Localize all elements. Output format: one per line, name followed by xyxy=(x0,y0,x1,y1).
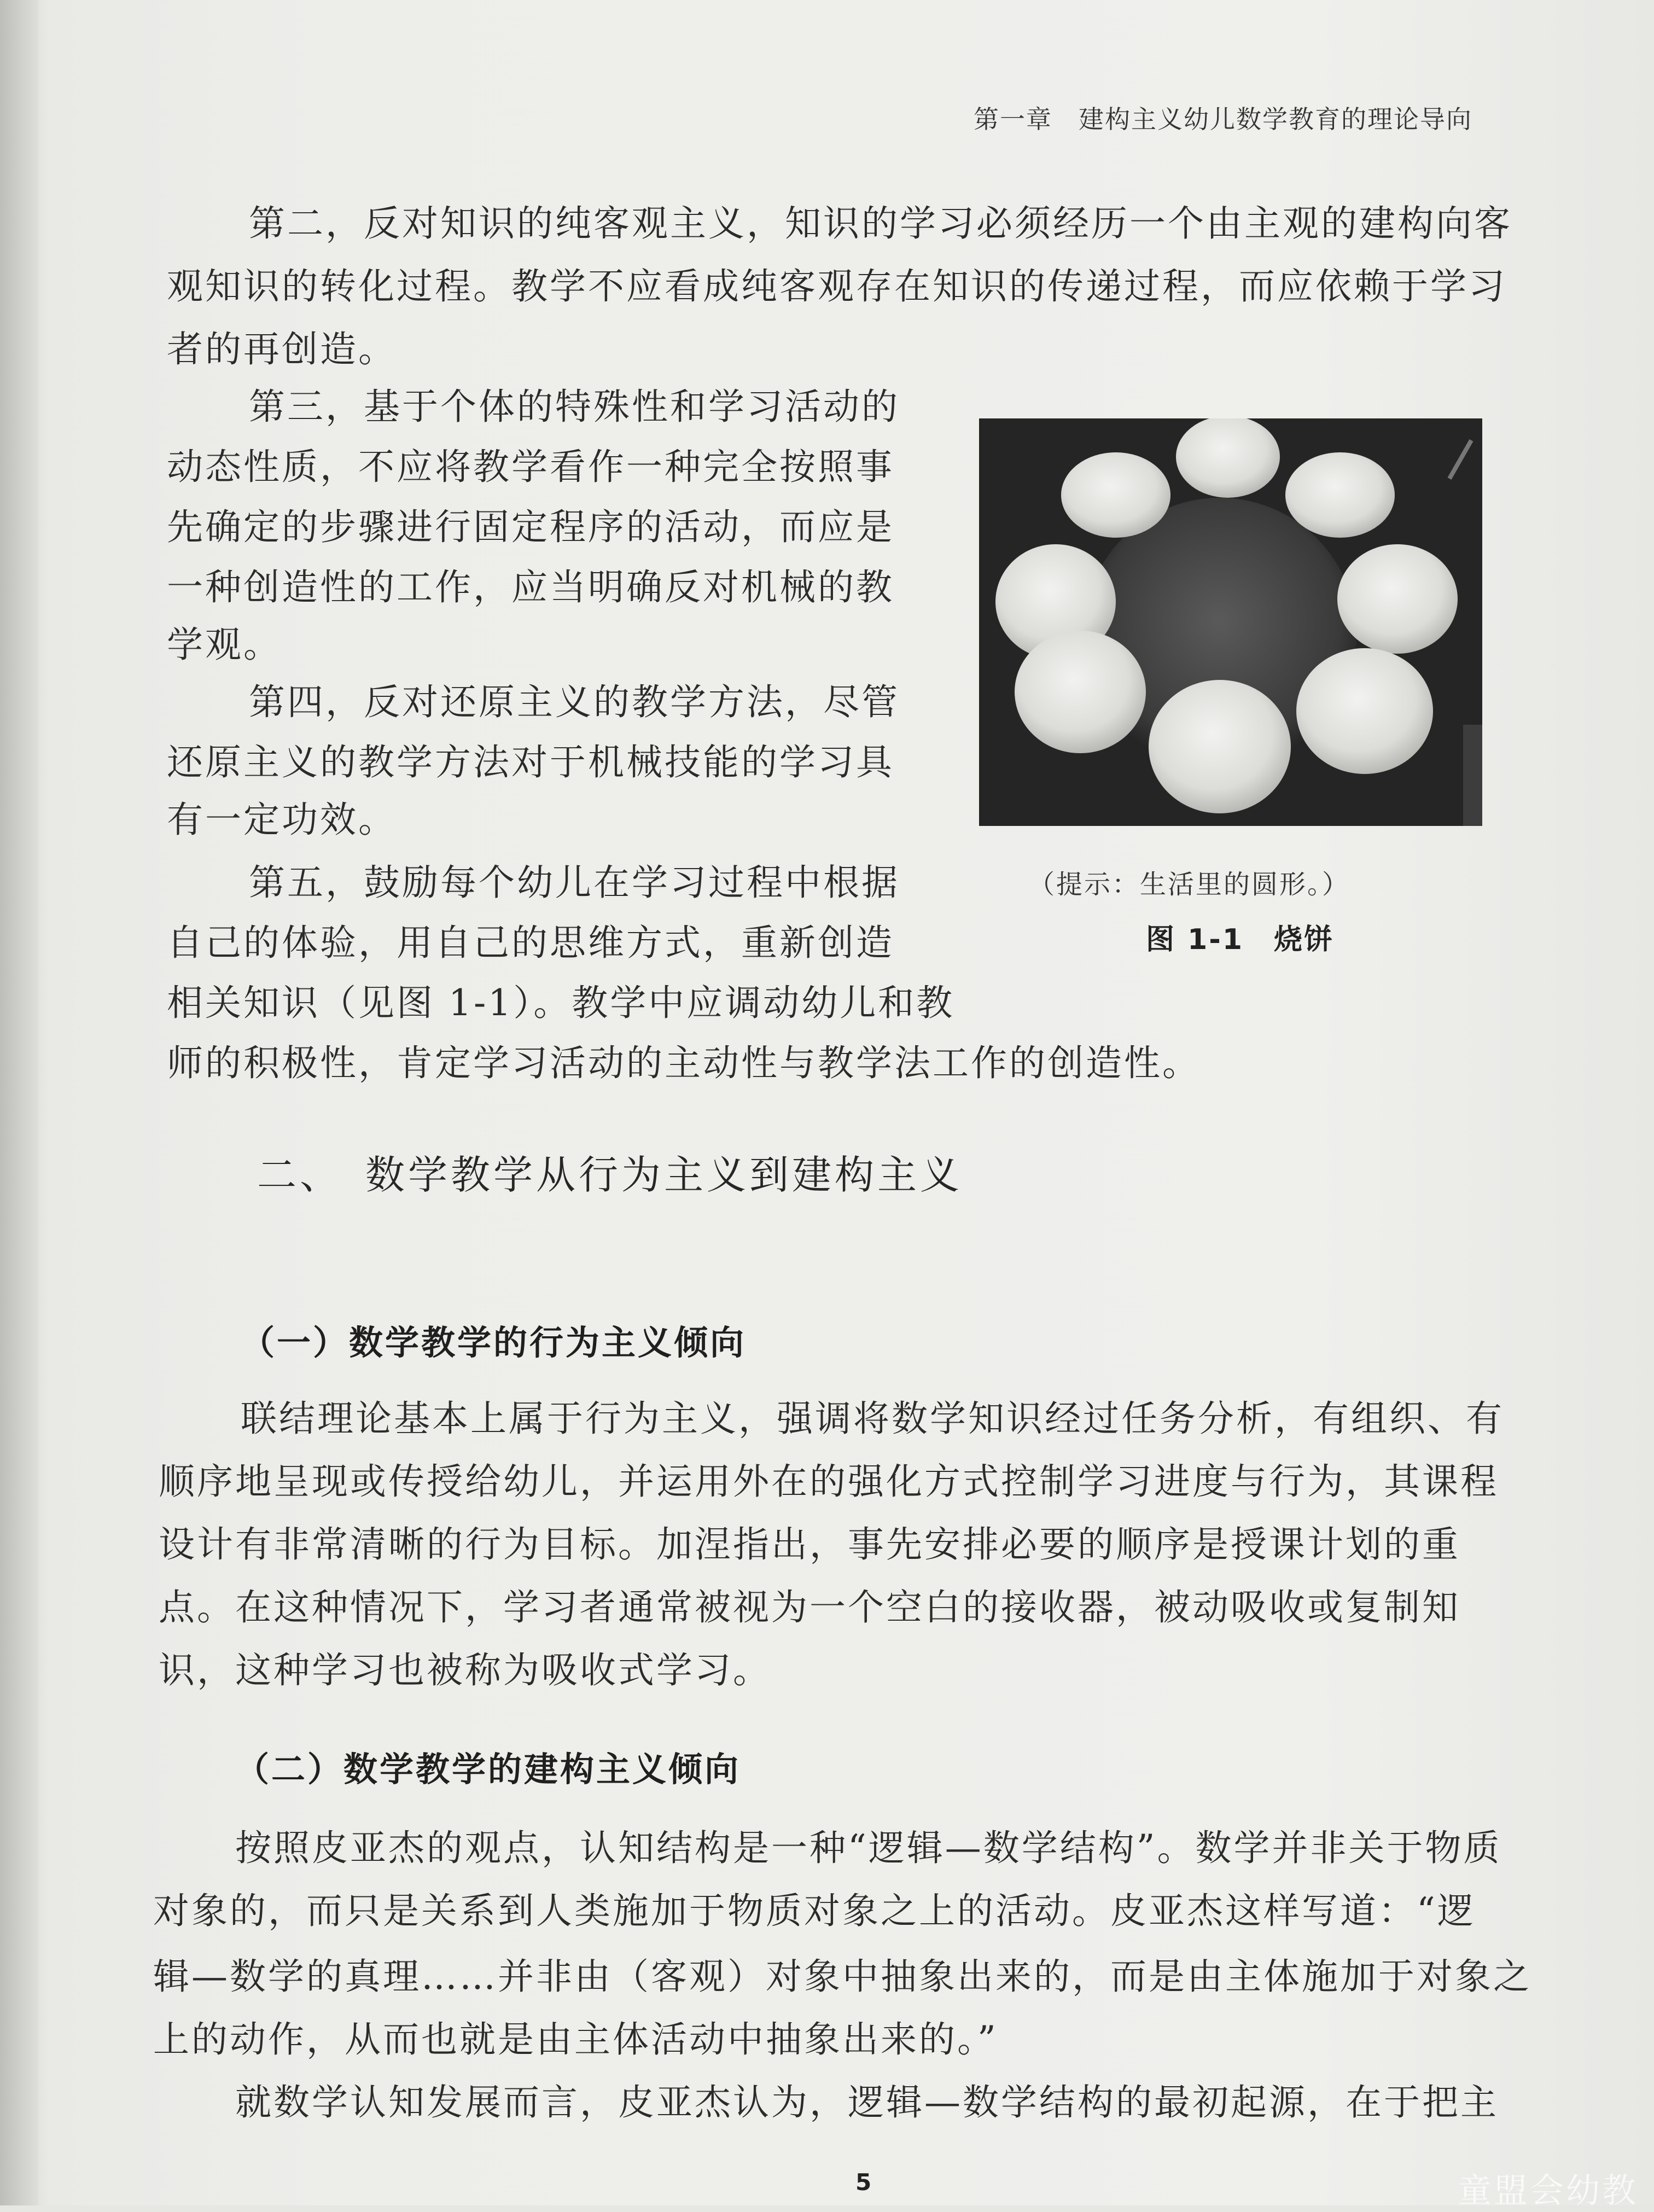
text-line: 第二，反对知识的纯客观主义，知识的学习必须经历一个由主观的建构向客 xyxy=(249,202,1512,245)
text-line: 识，这种学习也被称为吸收式学习。 xyxy=(159,1649,771,1691)
text-line: 相关知识（见图 1-1）。教学中应调动幼儿和教 xyxy=(167,982,955,1024)
text-line: 第五，鼓励每个幼儿在学习过程中根据 xyxy=(249,861,900,904)
text-line: 对象的，而只是关系到人类施加于物质对象之上的活动。皮亚杰这样写道：“逻 xyxy=(153,1890,1476,1932)
running-head: 第一章 建构主义幼儿数学教育的理论导向 xyxy=(974,104,1472,134)
text-line: 一种创造性的工作，应当明确反对机械的教 xyxy=(167,566,894,608)
text-line: 就数学认知发展而言，皮亚杰认为，逻辑—数学结构的最初起源，在于把主 xyxy=(235,2081,1499,2123)
watermark-text: 童盟会幼教 xyxy=(1458,2170,1639,2210)
text-line: 辑—数学的真理……并非由（客观）对象中抽象出来的，而是由主体施加于对象之 xyxy=(153,1955,1531,1998)
text-line: 先确定的步骤进行固定程序的活动，而应是 xyxy=(167,506,894,548)
text-line: 上的动作，从而也就是由主体活动中抽象出来的。” xyxy=(153,2018,998,2060)
text-line: 学观。 xyxy=(167,624,282,666)
text-line: 有一定功效。 xyxy=(167,799,397,841)
text-line: 者的再创造。 xyxy=(167,328,397,370)
text-line: 点。在这种情况下，学习者通常被视为一个空白的接收器，被动吸收或复制知 xyxy=(159,1586,1460,1628)
figure-hint: （提示：生活里的圆形。） xyxy=(1028,869,1350,900)
text-line: 顺序地呈现或传授给幼儿，并运用外在的强化方式控制学习进度与行为，其课程 xyxy=(159,1460,1499,1503)
text-line: 联结理论基本上属于行为主义，强调将数学知识经过任务分析，有组织、有 xyxy=(241,1398,1504,1440)
page-number: 5 xyxy=(855,2169,872,2196)
subsection-heading-constructivism: （二）数学教学的建构主义倾向 xyxy=(235,1749,741,1789)
flatbread-illustration xyxy=(979,418,1482,826)
text-line: 观知识的转化过程。教学不应看成纯客观存在知识的传递过程，而应依赖于学习 xyxy=(167,265,1507,307)
text-line: 师的积极性，肯定学习活动的主动性与教学法工作的创造性。 xyxy=(167,1042,1201,1084)
section-heading: 二、 数学教学从行为主义到建构主义 xyxy=(257,1152,963,1198)
figure-caption: 图 1-1 烧饼 xyxy=(1146,923,1335,956)
text-line: 第三，基于个体的特殊性和学习活动的 xyxy=(249,386,900,428)
figure-flatbread-photo xyxy=(979,418,1482,826)
subsection-heading-behaviorism: （一）数学教学的行为主义倾向 xyxy=(241,1323,747,1363)
text-line: 动态性质，不应将教学看作一种完全按照事 xyxy=(167,446,894,488)
text-line: 按照皮亚杰的观点，认知结构是一种“逻辑—数学结构”。数学并非关于物质 xyxy=(235,1827,1502,1869)
text-line: 还原主义的教学方法对于机械技能的学习具 xyxy=(167,741,894,783)
text-line: 设计有非常清晰的行为目标。加涅指出，事先安排必要的顺序是授课计划的重 xyxy=(159,1523,1460,1565)
page-gutter-shadow xyxy=(0,0,38,2205)
text-line: 自己的体验，用自己的思维方式，重新创造 xyxy=(167,922,894,964)
text-line: 第四，反对还原主义的教学方法，尽管 xyxy=(249,681,900,723)
